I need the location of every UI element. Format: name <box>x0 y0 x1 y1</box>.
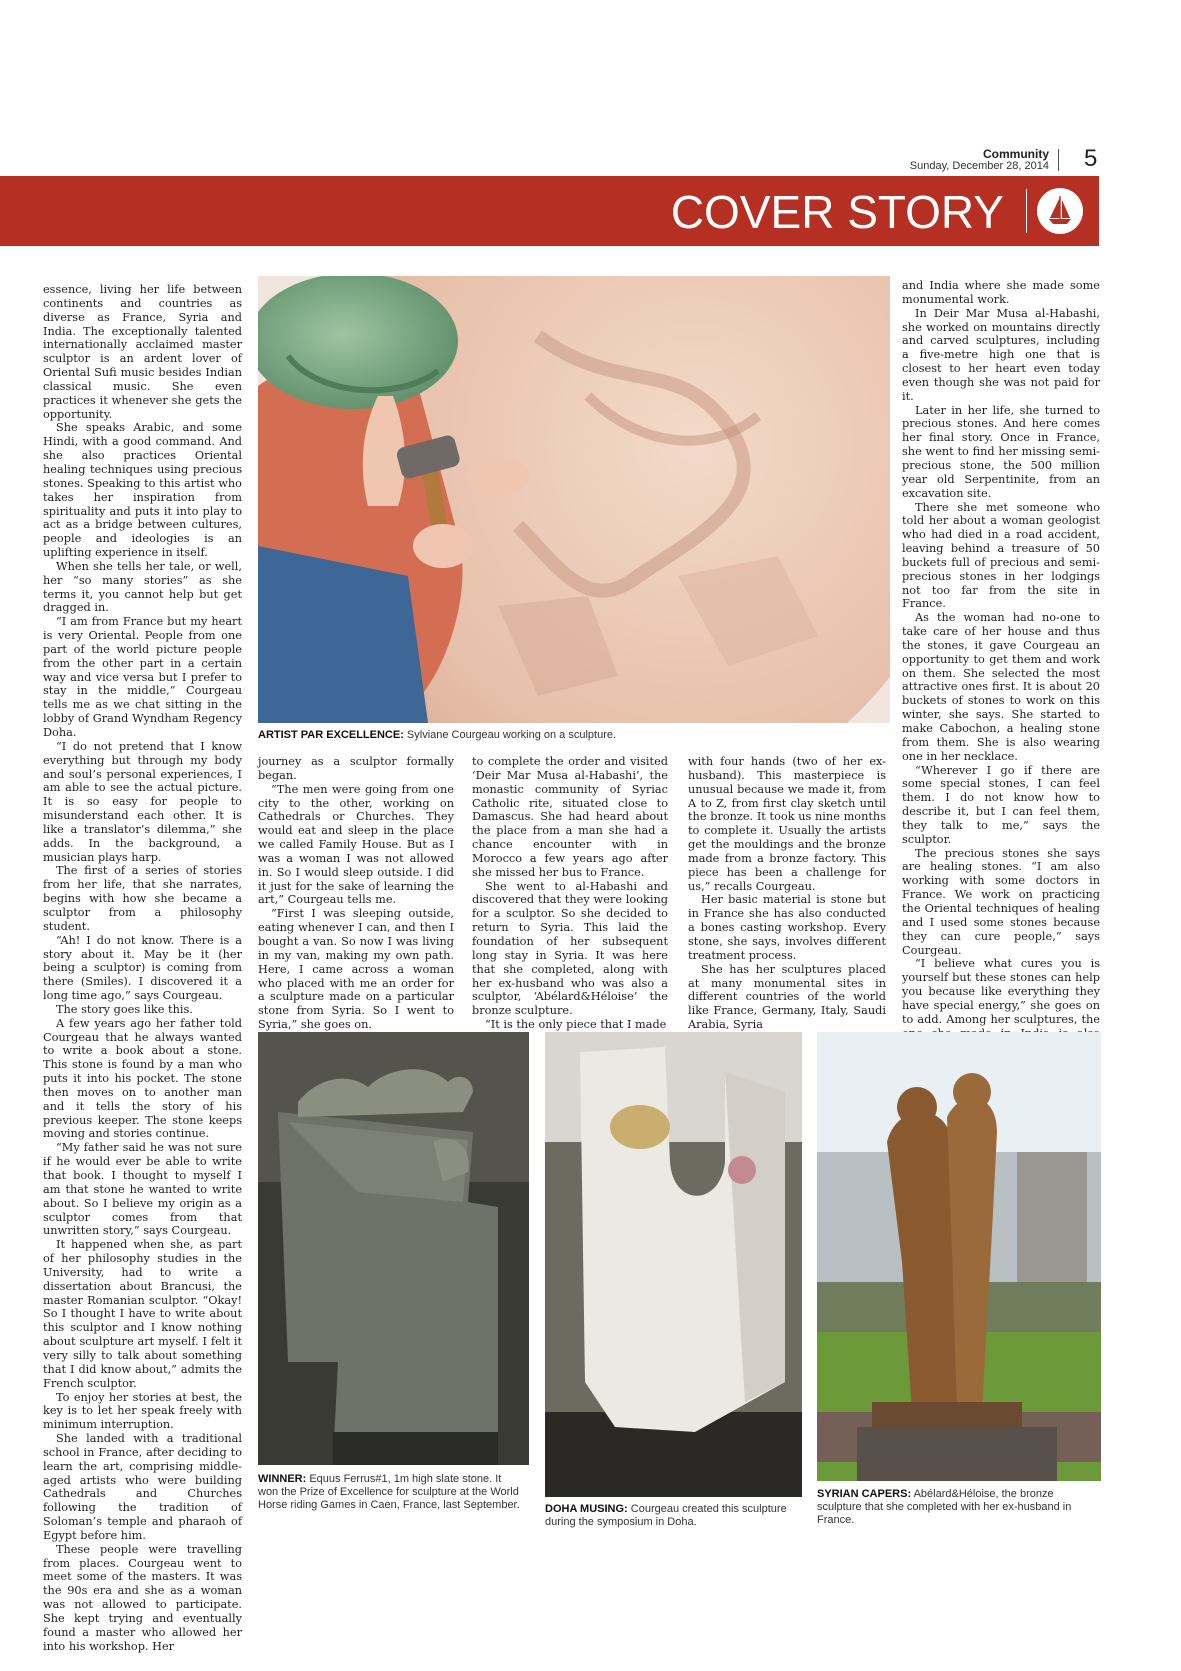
photo-doha-sculpture <box>545 1032 802 1497</box>
paragraph: “Wherever I go if there are some special stones, I can feel them. I do not know how to describe it, but I can feel them, they talk to me,” says the sculptor. <box>902 763 1100 846</box>
photo-abelard-heloise-bronze <box>817 1032 1101 1481</box>
issue-date: Sunday, December 28, 2014 <box>909 160 1049 172</box>
section-name: Community <box>983 147 1049 161</box>
article-column-4 <box>688 755 886 1032</box>
caption-text: Sylviane Courgeau working on a sculpture. <box>403 729 617 741</box>
caption-text: Equus Ferrus#1, 1m high slate stone. It won the Prize of Excellence for sculpture at the World Horse riding Games in Caen, France, last September. <box>258 1473 520 1511</box>
paragraph: and India where she made some monumental work. <box>902 279 1100 306</box>
paragraph: She went to al-Habashi and discovered that they were looking for a sculptor. So she decided to return to Syria. This laid the foundation of her subsequent long stay in Syria. It was here that she completed, along with her ex-husband who was also a sculptor, ‘Abélard&Héloise’ the bronze sculpture. <box>472 879 668 1018</box>
caption-syrian-capers <box>817 1488 1101 1527</box>
paragraph: The story goes like this. <box>56 1002 193 1016</box>
paragraph: To enjoy her stories at best, the key is to let her speak freely with minimum interruption. <box>43 1390 242 1432</box>
paragraph: A few years ago her father told Courgeau that he always wanted to write a book about a stone. This stone is found by a man who puts it into his pocket. The stone then moves on to another man and it tells the story of his previous keeper. The stone keeps moving and stories continue. <box>43 1016 242 1141</box>
paragraph: As the woman had no-one to take care of her house and thus the stones, it gave Courgeau an opportunity to get them and work on them. She selected the most attractive ones first. It is about 20 buckets of stones to work on this winter, she says. She started to make Cabochon, a healing stone from them. She is also wearing one in her necklace. <box>902 611 1100 763</box>
banner-divider <box>1026 189 1027 233</box>
paragraph: She has her sculptures placed at many monumental sites in different countries of the world like France, Germany, Italy, Saudi Arabia, Syria <box>688 962 886 1032</box>
paragraph: “The men were going from one city to the other, working on Cathedrals or Churches. They would eat and sleep in the place we called Family House. But as I was a woman I was not allowed in. So I would sleep outside. I did it just for the sake of learning the art,” Courgeau tells me. <box>258 782 454 907</box>
article-column-5 <box>902 279 1100 1096</box>
paragraph: There she met someone who told her about a woman geologist who had died in a road accident, leaving behind a treasure of 50 buckets full of precious and semi-precious stones in her lodgings not too far from the site in France. <box>902 500 1100 611</box>
article-column-1 <box>43 283 242 1654</box>
paragraph: Later in her life, she turned to precious stones. And here comes her final story. Once in France, she went to find her missing semi-precious stone, the 500 million year old Serpentinite, from an excavation site. <box>902 403 1100 500</box>
caption-label: WINNER: <box>258 1473 307 1485</box>
paragraph: The precious stones she says are healing stones. “I am also working with some doctors in France. We work on practicing the Oriental techniques of healing and I used some stones because they can cure people,” says Courgeau. <box>902 846 1100 957</box>
paragraph: “First I was sleeping outside, eating whenever I can, and then I bought a van. So now I was living in my van, making my own path. Here, I came across a woman who placed with me an order for a sculpture made on a particular stone from Syria. So I went to Syria,” she goes on. <box>258 907 454 1032</box>
caption-winner <box>258 1473 520 1512</box>
paragraph: “I do not pretend that I know everything but through my body and soul’s personal experiences, I am able to see the actual picture. It is so easy for people to misunderstand each other. It is like a translator’s dilemma,” she adds. In the background, a musician plays harp. <box>43 739 242 864</box>
caption-main-photo <box>258 729 890 742</box>
paragraph: “My father said he was not sure if he would ever be able to write that book. I thought to myself I am that stone he wanted to write about. So I believe my origin as a sculptor comes from that unwritten story,” says Courgeau. <box>43 1141 242 1238</box>
article-column-2 <box>258 755 454 1073</box>
paragraph: It happened when she, as part of her philosophy studies in the University, had to write a dissertation about Brancusi, the master Romanian sculptor. “Okay! So I thought I have to write about this sculptor and I know nothing about sculpture art myself. I felt it very silly to talk about something that I did know about,” admits the French sculptor. <box>43 1238 242 1390</box>
banner-title: COVER STORY <box>670 186 1004 238</box>
sailing-ship-icon <box>1037 188 1083 234</box>
masthead-divider <box>1058 149 1059 171</box>
page-number: 5 <box>1084 145 1098 172</box>
paragraph: The first of a series of stories from her life, that she narrates, begins with how she became a sculptor from a philosophy student. <box>43 864 242 933</box>
paragraph: to complete the order and visited ‘Deir Mar Musa al-Habashi’, the monastic community of Syriac Catholic rite, situated close to Damascus. She had heard about the place from a man she had a chance encounter with in Morocco a few years ago after she missed her bus to France. <box>472 755 668 879</box>
paragraph: “It is the only piece that I made <box>485 1018 667 1032</box>
cover-story-banner <box>0 176 1099 246</box>
paragraph: These people were travelling from places. Courgeau went to meet some of the masters. It was the 90s era and she as a woman was not allowed to participate. She kept trying and eventually found a master who allowed her into his workshop. Her <box>43 1542 242 1653</box>
article-column-3 <box>472 755 668 1032</box>
paragraph: “I am from France but my heart is very Oriental. People from one part of the world picture people from the other part in a certain way and vice versa but I prefer to stay in the middle,” Courgeau tells me as we chat sitting in the lobby of Grand Wyndham Regency Doha. <box>43 615 242 739</box>
main-photo-sculptor-working <box>258 276 890 723</box>
paragraph: essence, living her life between continents and countries as diverse as France, Syria and India. The exceptionally talented internationally acclaimed master sculptor is an ardent lover of Oriental Sufi music besides Indian classical music. She even practices it whenever she gets the opportunity. <box>43 283 242 421</box>
paragraph: journey as a sculptor formally began. <box>258 755 454 782</box>
paragraph: with four hands (two of her ex-husband). This masterpiece is unusual because we made it, from A to Z, from first clay sketch until the bronze. It took us nine months to complete it. Usually the artists get the mouldings and the bronze made from a bronze factory. This piece has been a challenge for us,” recalls Courgeau. <box>688 755 886 893</box>
paragraph: She landed with a traditional school in France, after deciding to learn the art, comprising middle-aged artists who were building Cathedrals and Churches following the tradition of Soloman’s temple and pharaoh of Egypt before him. <box>43 1432 242 1542</box>
photo-equus-ferrus-sculpture <box>258 1032 529 1465</box>
caption-label: SYRIAN CAPERS: <box>817 1488 912 1500</box>
paragraph: Her basic material is stone but in France she has also conducted a bones casting workshop. Every stone, she says, involves different treatment process. <box>688 893 886 962</box>
paragraph: When she tells her tale, or well, her “so many stories” as she terms it, you cannot help but get dragged in. <box>43 559 242 615</box>
caption-label: DOHA MUSING: <box>545 1503 628 1515</box>
paragraph: “I believe what cures you is yourself but these stones can help you because like everything they have special energy,” she goes on to add. Among her sculptures, the <box>902 957 1100 1026</box>
paragraph: She speaks Arabic, and some Hindi, with a good command. And she also practices Oriental healing techniques using precious stones. Speaking to this artist who takes her inspiration from spirituality and puts it into play to act as a bridge between cultures, people and ideologies is an uplifting experience in itself. <box>43 421 242 560</box>
caption-text: Abélard&Héloise, the bronze sculpture that she completed with her ex-husband in France. <box>817 1488 1072 1526</box>
paragraph: In Deir Mar Musa al-Habashi, she worked on mountains directly and carved sculptures, including a five-metre high one that is closest to her heart even today even though she was not paid for it. <box>902 306 1100 403</box>
paragraph: “Ah! I do not know. There is a story about it. May be it (her being a sculptor) is coming from there (Smiles). I discovered it a long time ago,” says Courgeau. <box>43 933 242 1003</box>
caption-label: ARTIST PAR EXCELLENCE: <box>258 729 404 741</box>
caption-text: Courgeau created this sculpture during the symposium in Doha. <box>545 1503 787 1528</box>
caption-doha-musing <box>545 1503 802 1529</box>
